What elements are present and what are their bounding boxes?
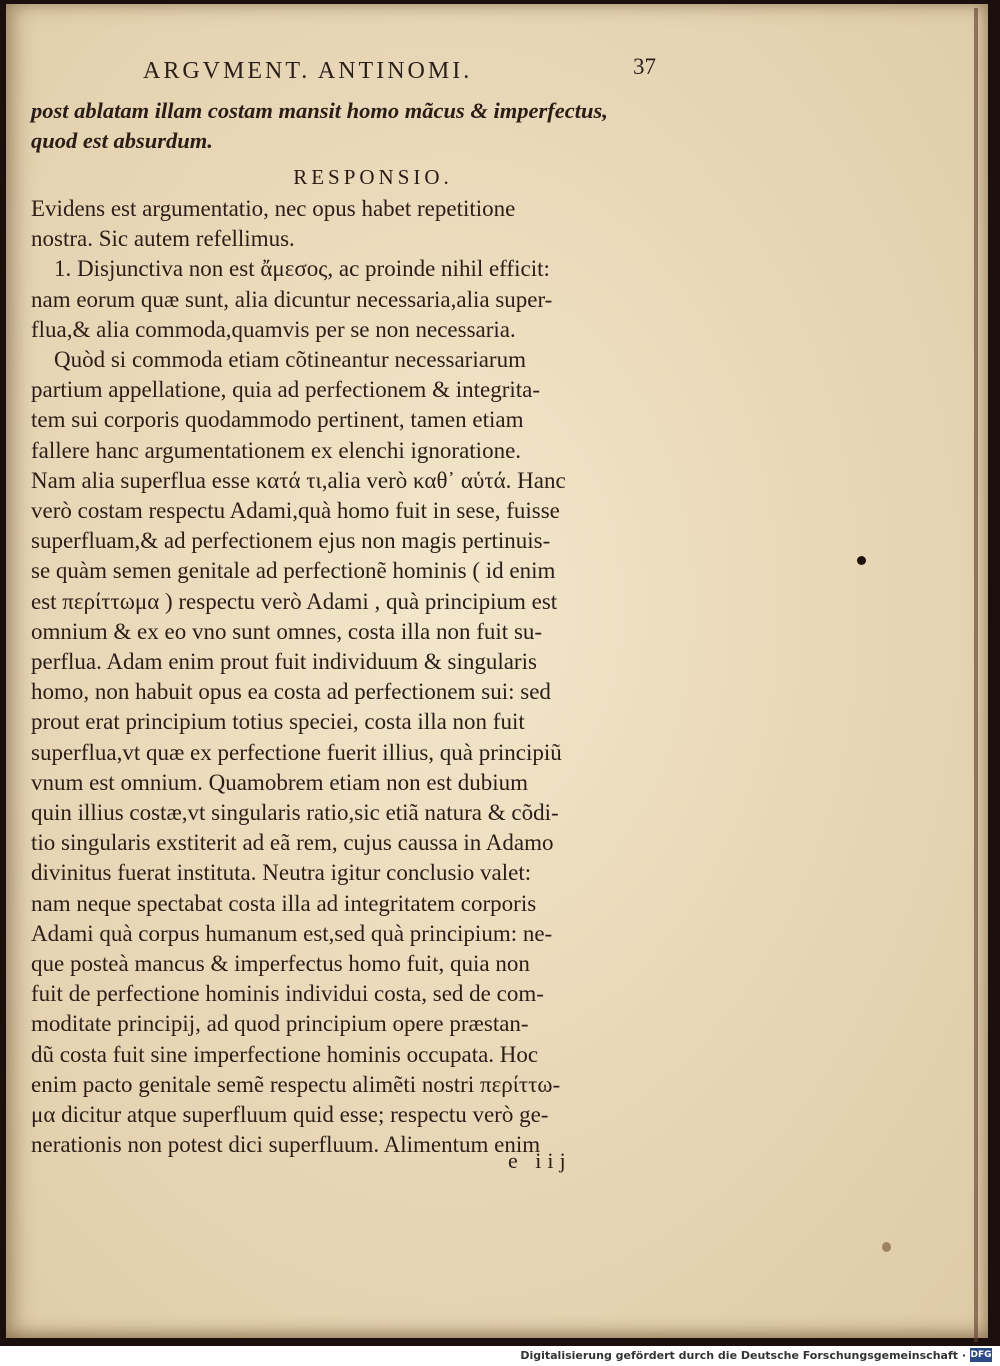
body-line: homo, non habuit opus ea costa ad perfectionem sui: sed [31, 679, 551, 705]
paper-stain [882, 1242, 891, 1252]
body-line: nam neque spectabat costa illa ad integritatem corporis [31, 890, 537, 916]
italic-line: post ablatam illam costam mansit homo mãcus & imperfectus, [31, 98, 608, 123]
body-line: fuit de perfectione hominis individui costa, sed de com- [31, 981, 544, 1007]
body-line: vnum est omnium. Quamobrem etiam non est dubium [31, 769, 528, 795]
body-line: nostra. Sic autem refellimus. [31, 226, 295, 252]
body-line: Evidens est argumentatio, nec opus habet repetitione [31, 196, 516, 221]
body-line: superflua,vt quæ ex perfectione fuerit illius, quà principiũ [31, 739, 562, 765]
body-line: dũ costa fuit sine imperfectione hominis occupata. Hoc [31, 1041, 539, 1067]
body-line: tem sui corporis quodammodo pertinent, tamen etiam [31, 407, 524, 433]
section-heading: RESPONSIO. [293, 165, 453, 189]
italic-line: quod est absurdum. [31, 128, 213, 153]
body-line: Nam alia superflua esse κατά τι,alia verò καθ᾽ αὑτά. Hanc [31, 467, 566, 493]
body-line: superfluam,& ad perfectionem ejus non magis pertinuis- [31, 528, 551, 554]
body-line: partium appellatione, quia ad perfectionem & integrita- [31, 377, 540, 403]
body-line: que posteà mancus & imperfectus homo fuit, quia non [31, 951, 530, 977]
body-line: est περίττωμα ) respectu verò Adami , quà principium est [31, 588, 558, 614]
page-text-block [28, 50, 658, 1161]
body-line: tio singularis exstiterit ad eã rem, cujus caussa in Adamo [31, 830, 554, 856]
body-line: se quàm semen genitale ad perfectionẽ hominis ( id enim [31, 558, 556, 584]
body-line: Adami quà corpus humanum est,sed quà principium: ne- [31, 920, 553, 946]
ink-spot [857, 556, 866, 565]
running-head [28, 50, 658, 96]
body-line: divinitus fuerat instituta. Neutra igitur conclusio valet: [31, 860, 532, 886]
dfg-logo-icon: DFG [970, 1350, 992, 1360]
body-line: verò costam respectu Adami,quà homo fuit in sese, fuisse [31, 498, 560, 524]
page-edge [974, 8, 978, 1342]
body-line: fallere hanc argumentationem ex elenchi ignoratione. [31, 437, 522, 463]
body-line: moditate principij, ad quod principium opere præstan- [31, 1011, 529, 1037]
body-line: quin illius costæ,vt singularis ratio,sic etiã natura & cõdi- [31, 800, 559, 826]
footer-bar [0, 1346, 1000, 1366]
body-line: nerationis non potest dici superfluum. Alimentum enim [31, 1132, 541, 1158]
body-line: flua,& alia commoda,quamvis per se non necessaria. [31, 316, 516, 342]
funding-credit: Digitalisierung gefördert durch die Deutsche Forschungsgemeinschaft · [520, 1349, 966, 1362]
body-line: prout erat principium totius speciei, costa illa non fuit [31, 709, 525, 735]
running-head-title: ARGVMENT. ANTINOMI. [143, 58, 473, 84]
body-line: μα dicitur atque superfluum quid esse; respectu verò ge- [31, 1102, 549, 1128]
signature-mark: e iij [508, 1148, 572, 1173]
body-line: enim pacto genitale semẽ respectu alimẽti nostri περίττω- [31, 1071, 561, 1097]
body-line: nam eorum quæ sunt, alia dicuntur necessaria,alia super- [31, 286, 553, 312]
body-line: Quòd si commoda etiam cõtineantur necessariarum [54, 347, 526, 373]
body-line: omnium & ex eo vno sunt omnes, costa illa non fuit su- [31, 618, 543, 644]
body-line: 1. Disjunctiva non est ἄμεσος, ac proinde nihil efficit: [54, 256, 550, 282]
body-line: perflua. Adam enim prout fuit individuum & singularis [31, 649, 537, 675]
page-number: 37 [633, 54, 656, 79]
